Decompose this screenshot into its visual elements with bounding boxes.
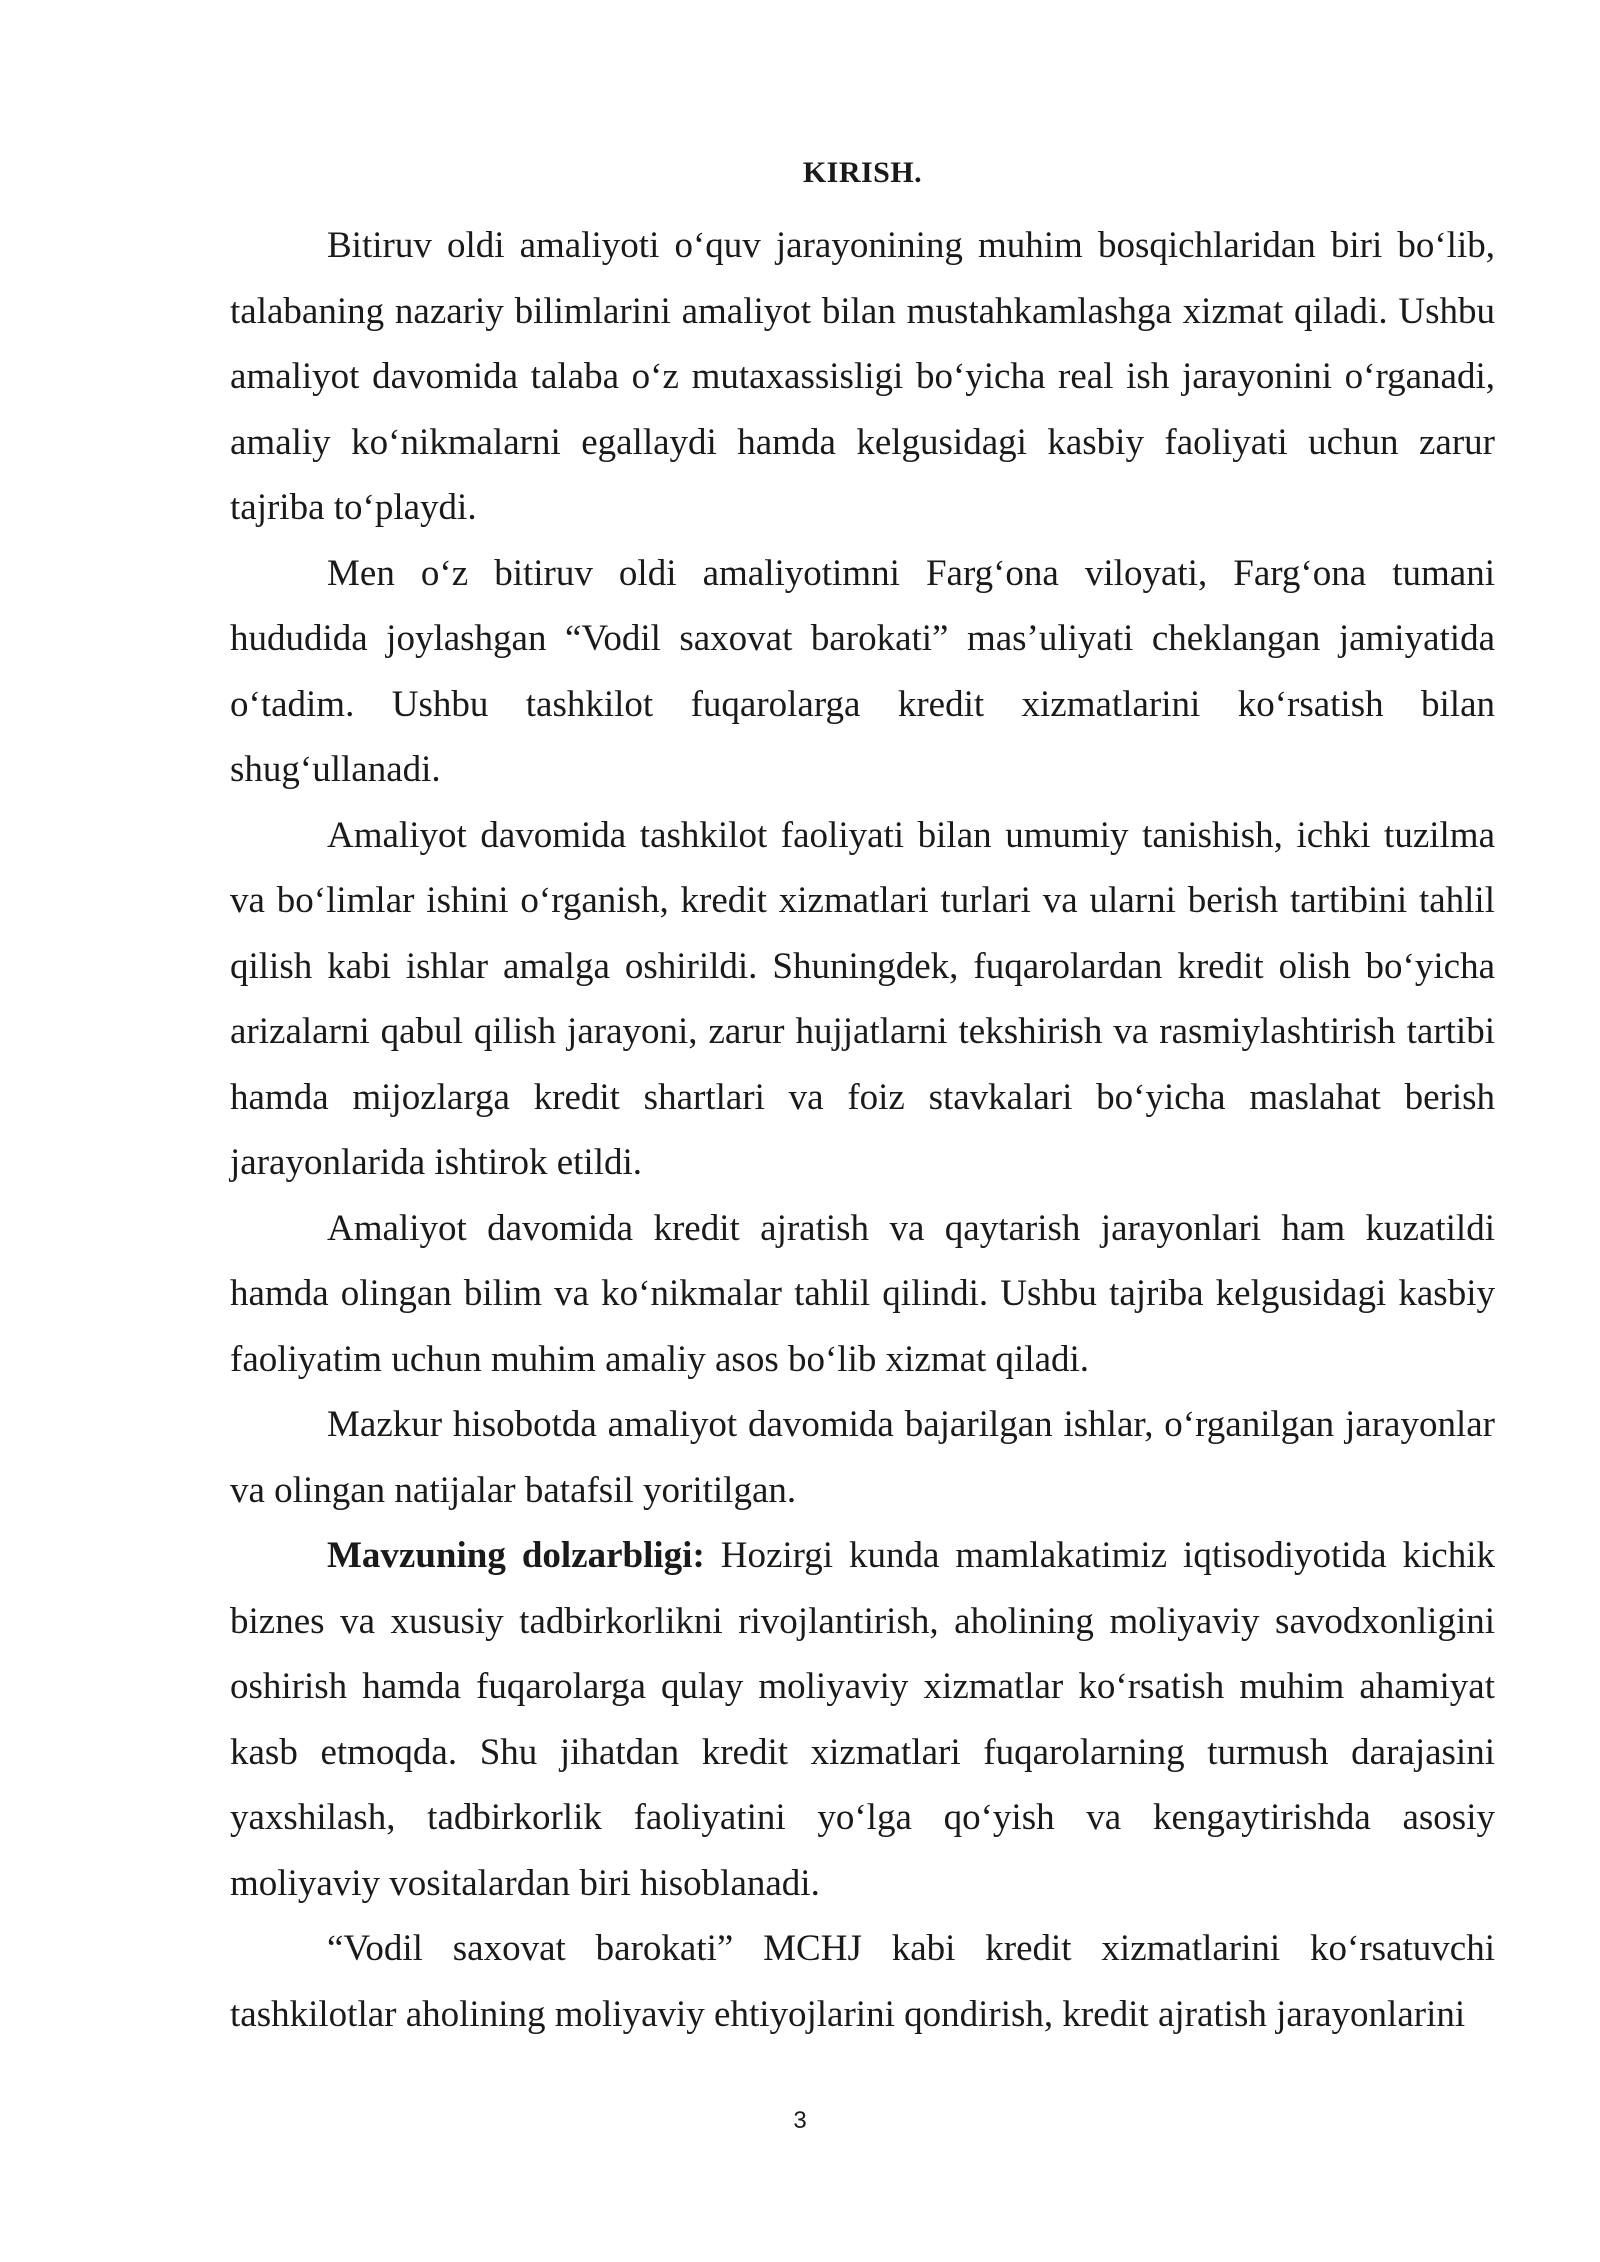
page-number: 3 [793, 2107, 807, 2134]
paragraph-3 [230, 803, 1495, 1196]
paragraph-text: Mazkur hisobotda amaliyot davomida bajarilgan ishlar, o‘rganilgan jarayonlar va olingan natijalar batafsil yoritilgan. [230, 1404, 1495, 1511]
section-title: KIRISH. [802, 156, 923, 189]
paragraph-lead-relevance: Mavzuning dolzarbligi: [327, 1535, 705, 1576]
paragraph-text: “Vodil saxovat barokati” MCHJ kabi kredit xizmatlarini ko‘rsatuvchi tashkilotlar aholining moliyaviy ehtiyojlarini qondirish, kredit ajratish jarayonlarini [230, 1928, 1495, 2035]
paragraph-text: Men o‘z bitiruv oldi amaliyotimni Farg‘ona viloyati, Farg‘ona tumani hududida joylashgan “Vodil saxovat barokati” mas’uliyati cheklangan jamiyatida o‘tadim. Ushbu tashkilot fuqarolarga kredit xizmatlarini ko‘rsatish bilan shug‘ullanadi. [230, 552, 1495, 790]
document-body [230, 148, 1495, 2047]
paragraph-5 [230, 1392, 1495, 1523]
paragraph-text: Hozirgi kunda mamlakatimiz iqtisodiyotida kichik biznes va xususiy tadbirkorlikni rivojlantirish, aholining moliyaviy savodxonligini oshirish hamda fuqarolarga qulay moliyaviy xizmatlar ko‘rsatish muhim ahamiyat kasb etmoqda. Shu jihatdan kredit xizmatlari fuqarolarning turmush darajasini yaxshilash, tadbirkorlik faoliyatini yo‘lga qo‘yish va kengaytirishda asosiy moliyaviy vositalardan biri hisoblanadi. [230, 1535, 1495, 1904]
paragraph-1 [230, 213, 1495, 541]
paragraph-text: Amaliyot davomida kredit ajratish va qaytarish jarayonlari ham kuzatildi hamda olingan bilim va ko‘nikmalar tahlil qilindi. Ushbu tajriba kelgusidagi kasbiy faoliyatim uchun muhim amaliy asos bo‘lib xizmat qiladi. [230, 1207, 1495, 1380]
paragraph-2 [230, 541, 1495, 803]
paragraph-7 [230, 1916, 1495, 2047]
paragraph-text: Bitiruv oldi amaliyoti o‘quv jarayonining muhim bosqichlaridan biri bo‘lib, talabaning nazariy bilimlarini amaliyot bilan mustahkamlashga xizmat qiladi. Ushbu amaliyot davomida talaba o‘z mutaxassisligi bo‘yicha real ish jarayonini o‘rganadi, amaliy ko‘nikmalarni egallaydi hamda kelgusidagi kasbiy faoliyati uchun zarur tajriba to‘playdi. [230, 225, 1495, 528]
paragraph-4 [230, 1196, 1495, 1393]
paragraph-text: Amaliyot davomida tashkilot faoliyati bilan umumiy tanishish, ichki tuzilma va bo‘limlar ishini o‘rganish, kredit xizmatlari turlari va ularni berish tartibini tahlil qilish kabi ishlar amalga oshirildi. Shuningdek, fuqarolardan kredit olish bo‘yicha arizalarni qabul qilish jarayoni, zarur hujjatlarni tekshirish va rasmiylashtirish tartibi hamda mijozlarga kredit shartlari va foiz stavkalari bo‘yicha maslahat berish jarayonlarida ishtirok etildi. [230, 814, 1495, 1183]
paragraph-relevance [230, 1523, 1495, 1916]
